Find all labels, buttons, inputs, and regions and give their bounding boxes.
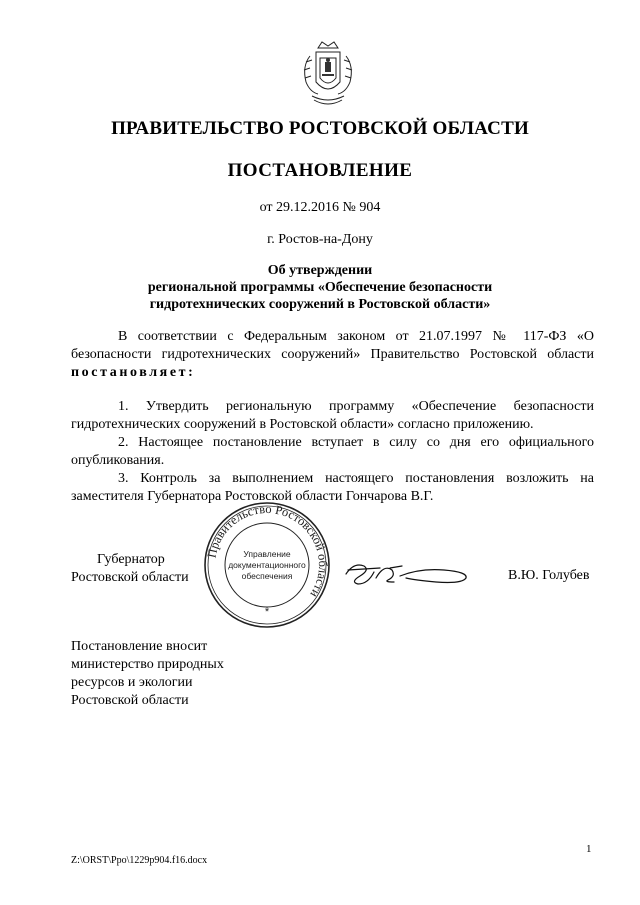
stamp-center-line: обеспечения xyxy=(241,571,293,581)
official-stamp xyxy=(203,501,331,629)
stamp-star: * xyxy=(264,606,270,618)
signatory-title-line: Ростовской области xyxy=(71,570,189,585)
decree-item-1: 1. Утвердить региональную программу «Обеспечение безопасности гидротехнических сооружений в Ростовской области» согласно приложению. xyxy=(71,399,594,432)
decree-word: постановляет: xyxy=(71,365,196,380)
signatory-title-line: Губернатор xyxy=(97,552,165,567)
preamble-text: В соответствии с Федеральным законом от 21.07.1997 № 117-ФЗ «О безопасности гидротехнических сооружений» Правительство Ростовской области xyxy=(71,329,594,362)
submitter-note xyxy=(71,638,224,710)
stamp-center-line: Управление xyxy=(243,549,291,559)
handwritten-signature xyxy=(340,548,476,592)
document-subject xyxy=(0,262,640,313)
signatory-title xyxy=(71,551,189,587)
decree-item-3: 3. Контроль за выполнением настоящего постановления возложить на заместителя Губернатора Ростовской области Гончарова В.Г. xyxy=(71,471,594,504)
submitter-note-line: ресурсов и экологии xyxy=(71,675,193,690)
submitter-note-line: министерство природных xyxy=(71,657,224,672)
subject-line: региональной программы «Обеспечение безопасности xyxy=(147,280,493,295)
document-type: ПОСТАНОВЛЕНИЕ xyxy=(227,160,413,181)
submitter-note-line: Ростовской области xyxy=(71,693,189,708)
file-path: Z:\ORST\Ppo\1229p904.f16.docx xyxy=(71,855,208,866)
document-city: г. Ростов-на-Дону xyxy=(267,232,373,247)
stamp-center-line: документационного xyxy=(228,560,306,570)
coat-of-arms-icon xyxy=(296,38,360,110)
subject-line: гидротехнических сооружений в Ростовской области» xyxy=(149,297,491,312)
page-number: 1 xyxy=(586,843,592,855)
preamble-paragraph xyxy=(71,328,594,382)
organization-title: ПРАВИТЕЛЬСТВО РОСТОВСКОЙ ОБЛАСТИ xyxy=(111,118,529,139)
submitter-note-line: Постановление вносит xyxy=(71,639,208,654)
subject-line: Об утверждении xyxy=(267,263,373,278)
stamp-ring-text: Правительство Ростовской области xyxy=(204,501,331,601)
decree-item-2: 2. Настоящее постановление вступает в силу со дня его официального опубликования. xyxy=(71,435,594,468)
signatory-name: В.Ю. Голубев xyxy=(508,568,590,583)
document-date-number: от 29.12.2016 № 904 xyxy=(259,200,381,215)
